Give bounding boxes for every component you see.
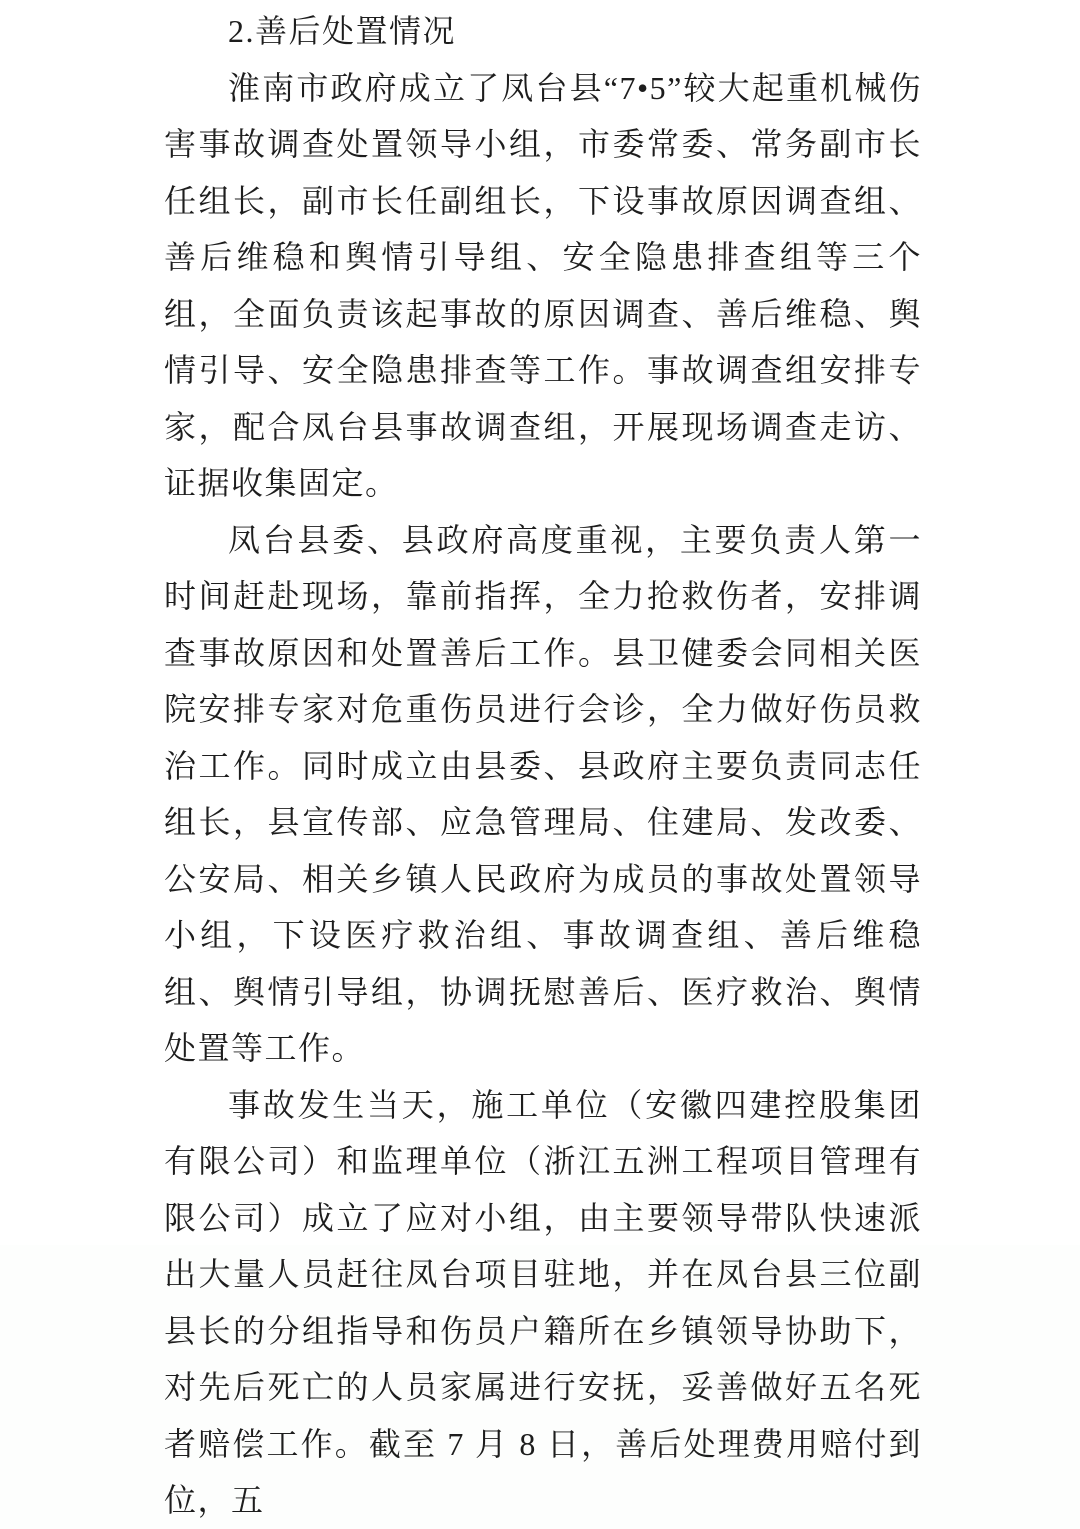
section-heading: 2.善后处置情况 bbox=[228, 13, 457, 49]
paragraph-aftermath-city: 淮南市政府成立了凤台县“7•5”较大起重机械伤害事故调查处置领导小组，市委常委、常务副市长任组长，副市长任副组长，下设事故原因调查组、善后维稳和舆情引导组、安全隐患排查组等三个组，全面负责该起事故的原因调查、善后维稳、舆情引导、安全隐患排查等工作。事故调查组安排专家，配合凤台县事故调查组，开展现场调查走访、证据收集固定。 bbox=[164, 69, 922, 501]
paragraph-aftermath-companies: 事故发生当天，施工单位（安徽四建控股集团有限公司）和监理单位（浙江五洲工程项目管理有限公司）成立了应对小组，由主要领导带队快速派出大量人员赶往凤台项目驻地，并在凤台县三位副县长的分组指导和伤员户籍所在乡镇领导协助下，对先后死亡的人员家属进行安抚，妥善做好五名死者赔偿工作。截至 7 月 8 日，善后处理费用赔付到位，五 bbox=[164, 1086, 922, 1518]
paragraph-aftermath-county: 凤台县委、县政府高度重视，主要负责人第一时间赶赴现场，靠前指挥，全力抢救伤者，安排调查事故原因和处置善后工作。县卫健委会同相关医院安排专家对危重伤员进行会诊，全力做好伤员救治工作。同时成立由县委、县政府主要负责同志任组长，县宣传部、应急管理局、住建局、发改委、公安局、相关乡镇人民政府为成员的事故处置领导小组，下设医疗救治组、事故调查组、善后维稳组、舆情引导组，协调抚慰善后、医疗救治、舆情处置等工作。 bbox=[164, 521, 922, 1066]
